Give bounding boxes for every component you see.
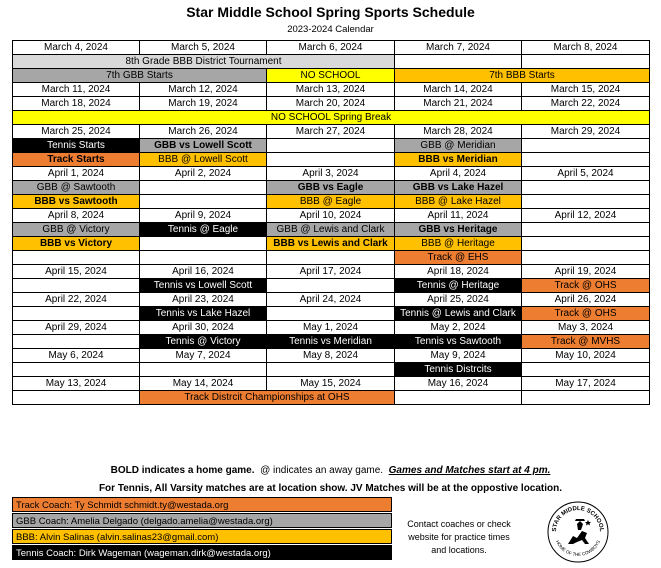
event-cell: BBB vs Sawtooth: [13, 195, 140, 209]
event-cell: GBB vs Lowell Scott: [140, 139, 267, 153]
date-cell: April 9, 2024: [140, 209, 267, 223]
empty-cell: [395, 55, 522, 69]
logo-bottom-text: HOME OF THE COWBOYS: [554, 539, 602, 558]
schedule-row: [13, 41, 650, 55]
schedule-row: [13, 307, 650, 321]
date-cell: April 8, 2024: [13, 209, 140, 223]
empty-cell: [13, 251, 140, 265]
schedule-row: [13, 167, 650, 181]
page-subtitle: 2023-2024 Calendar: [287, 24, 374, 35]
event-cell: GBB @ Victory: [13, 223, 140, 237]
date-cell: May 10, 2024: [522, 349, 650, 363]
event-cell: GBB vs Heritage: [395, 223, 522, 237]
date-cell: May 13, 2024: [13, 377, 140, 391]
empty-cell: [267, 363, 395, 377]
event-cell: BBB @ Lowell Scott: [140, 153, 267, 167]
event-cell: GBB vs Eagle: [267, 181, 395, 195]
date-cell: March 13, 2024: [267, 83, 395, 97]
event-cell: Tennis @ Victory: [140, 335, 267, 349]
event-cell: GBB @ Sawtooth: [13, 181, 140, 195]
schedule-row: [13, 125, 650, 139]
empty-cell: [140, 251, 267, 265]
date-cell: April 24, 2024: [267, 293, 395, 307]
date-cell: May 14, 2024: [140, 377, 267, 391]
schedule-body: [13, 41, 650, 405]
empty-cell: [522, 363, 650, 377]
event-cell: Track Starts: [13, 153, 140, 167]
date-cell: April 3, 2024: [267, 167, 395, 181]
empty-cell: [267, 139, 395, 153]
schedule-row: [13, 69, 650, 83]
event-cell: 7th BBB Starts: [395, 69, 650, 83]
event-cell: 8th Grade BBB District Tournament: [13, 55, 395, 69]
date-cell: April 12, 2024: [522, 209, 650, 223]
event-cell: NO SCHOOL: [267, 69, 395, 83]
empty-cell: [395, 391, 522, 405]
empty-cell: [522, 237, 650, 251]
date-cell: March 26, 2024: [140, 125, 267, 139]
event-cell: BBB @ Eagle: [267, 195, 395, 209]
page-title: Star Middle School Spring Sports Schedule: [186, 4, 475, 20]
empty-cell: [522, 391, 650, 405]
date-cell: March 28, 2024: [395, 125, 522, 139]
event-cell: Tennis vs Lake Hazel: [140, 307, 267, 321]
empty-cell: [13, 307, 140, 321]
event-cell: Tennis @ Heritage: [395, 279, 522, 293]
schedule-row: [13, 321, 650, 335]
event-cell: BBB vs Victory: [13, 237, 140, 251]
date-cell: April 10, 2024: [267, 209, 395, 223]
school-logo: [546, 500, 610, 564]
date-cell: March 29, 2024: [522, 125, 650, 139]
event-cell: Tennis vs Meridian: [267, 335, 395, 349]
date-cell: May 1, 2024: [267, 321, 395, 335]
event-cell: BBB @ Lake Hazel: [395, 195, 522, 209]
schedule-row: [13, 223, 650, 237]
contact-note: [395, 518, 523, 557]
legend-note: [0, 465, 661, 476]
date-cell: March 25, 2024: [13, 125, 140, 139]
date-cell: March 12, 2024: [140, 83, 267, 97]
empty-cell: [13, 391, 140, 405]
bbb-coach-row: BBB: Alvin Salinas (alvin.salinas23@gmail.com): [12, 529, 392, 544]
bold-home-note: BOLD indicates a home game.: [110, 465, 255, 476]
tennis-coach-row: Tennis Coach: Dirk Wageman (wageman.dirk@westada.org): [12, 545, 392, 560]
date-cell: March 7, 2024: [395, 41, 522, 55]
empty-cell: [140, 195, 267, 209]
date-cell: May 15, 2024: [267, 377, 395, 391]
empty-cell: [522, 251, 650, 265]
event-cell: Track @ OHS: [522, 307, 650, 321]
empty-cell: [522, 181, 650, 195]
date-cell: April 22, 2024: [13, 293, 140, 307]
schedule-table: [12, 40, 650, 405]
event-cell: GBB @ Meridian: [395, 139, 522, 153]
date-cell: March 22, 2024: [522, 97, 650, 111]
event-cell: Track @ EHS: [395, 251, 522, 265]
date-cell: March 20, 2024: [267, 97, 395, 111]
date-cell: March 8, 2024: [522, 41, 650, 55]
event-cell: Tennis vs Sawtooth: [395, 335, 522, 349]
empty-cell: [267, 307, 395, 321]
empty-cell: [522, 55, 650, 69]
schedule-row: [13, 97, 650, 111]
date-cell: April 2, 2024: [140, 167, 267, 181]
date-cell: April 23, 2024: [140, 293, 267, 307]
gbb-coach-row: GBB Coach: Amelia Delgado (delgado.amelia@westada.org): [12, 513, 392, 528]
date-cell: April 17, 2024: [267, 265, 395, 279]
empty-cell: [522, 195, 650, 209]
date-cell: May 16, 2024: [395, 377, 522, 391]
event-cell: Tennis @ Lewis and Clark: [395, 307, 522, 321]
contact-line-1: Contact coaches or check: [407, 519, 511, 529]
date-cell: May 17, 2024: [522, 377, 650, 391]
schedule-row: [13, 349, 650, 363]
contact-line-3: and locations.: [431, 545, 487, 555]
empty-cell: [140, 363, 267, 377]
schedule-row: [13, 293, 650, 307]
event-cell: 7th GBB Starts: [13, 69, 267, 83]
date-cell: May 2, 2024: [395, 321, 522, 335]
event-cell: Tennis vs Lowell Scott: [140, 279, 267, 293]
contact-line-2: website for practice times: [408, 532, 510, 542]
schedule-row: [13, 139, 650, 153]
date-cell: May 3, 2024: [522, 321, 650, 335]
date-cell: April 29, 2024: [13, 321, 140, 335]
date-cell: March 4, 2024: [13, 41, 140, 55]
event-cell: Track @ MVHS: [522, 335, 650, 349]
empty-cell: [140, 237, 267, 251]
empty-cell: [140, 181, 267, 195]
date-cell: April 11, 2024: [395, 209, 522, 223]
empty-cell: [267, 153, 395, 167]
schedule-row: [13, 195, 650, 209]
start-time-note: Games and Matches start at 4 pm.: [388, 465, 551, 476]
event-cell: Tennis Distrcits: [395, 363, 522, 377]
tennis-note: For Tennis, All Varsity matches are at location show. JV Matches will be at the oppostive location.: [98, 483, 563, 494]
track-coach-row: Track Coach: Ty Schmidt schmidt.ty@westada.org: [12, 497, 392, 512]
event-cell: Tennis Starts: [13, 139, 140, 153]
empty-cell: [13, 363, 140, 377]
schedule-row: [13, 111, 650, 125]
date-cell: March 18, 2024: [13, 97, 140, 111]
schedule-row: [13, 279, 650, 293]
event-cell: BBB @ Heritage: [395, 237, 522, 251]
date-cell: April 19, 2024: [522, 265, 650, 279]
event-cell: Tennis @ Eagle: [140, 223, 267, 237]
schedule-row: [13, 237, 650, 251]
schedule-row: [13, 363, 650, 377]
schedule-row: [13, 391, 650, 405]
logo-top-text: STAR MIDDLE SCHOOL: [551, 505, 605, 532]
schedule-row: [13, 251, 650, 265]
event-cell: GBB vs Lake Hazel: [395, 181, 522, 195]
event-cell: NO SCHOOL Spring Break: [13, 111, 650, 125]
schedule-row: [13, 55, 650, 69]
date-cell: March 15, 2024: [522, 83, 650, 97]
date-cell: April 4, 2024: [395, 167, 522, 181]
date-cell: March 21, 2024: [395, 97, 522, 111]
schedule-row: [13, 265, 650, 279]
schedule-row: [13, 209, 650, 223]
event-cell: GBB @ Lewis and Clark: [267, 223, 395, 237]
date-cell: March 14, 2024: [395, 83, 522, 97]
date-cell: March 27, 2024: [267, 125, 395, 139]
away-note: @ indicates an away game.: [260, 465, 384, 476]
schedule-row: [13, 83, 650, 97]
date-cell: March 11, 2024: [13, 83, 140, 97]
date-cell: May 6, 2024: [13, 349, 140, 363]
schedule-row: [13, 335, 650, 349]
date-cell: April 26, 2024: [522, 293, 650, 307]
date-cell: May 9, 2024: [395, 349, 522, 363]
date-cell: March 6, 2024: [267, 41, 395, 55]
date-cell: March 5, 2024: [140, 41, 267, 55]
schedule-row: [13, 377, 650, 391]
date-cell: April 1, 2024: [13, 167, 140, 181]
schedule-row: [13, 153, 650, 167]
date-cell: April 30, 2024: [140, 321, 267, 335]
date-cell: March 19, 2024: [140, 97, 267, 111]
event-cell: BBB vs Lewis and Clark: [267, 237, 395, 251]
empty-cell: [267, 251, 395, 265]
empty-cell: [13, 279, 140, 293]
empty-cell: [522, 139, 650, 153]
date-cell: April 16, 2024: [140, 265, 267, 279]
date-cell: April 5, 2024: [522, 167, 650, 181]
schedule-row: [13, 181, 650, 195]
date-cell: April 15, 2024: [13, 265, 140, 279]
event-cell: BBB vs Meridian: [395, 153, 522, 167]
empty-cell: [267, 279, 395, 293]
date-cell: May 8, 2024: [267, 349, 395, 363]
date-cell: April 25, 2024: [395, 293, 522, 307]
empty-cell: [13, 335, 140, 349]
event-cell: Track Distrcit Championships at OHS: [140, 391, 395, 405]
empty-cell: [522, 223, 650, 237]
event-cell: Track @ OHS: [522, 279, 650, 293]
date-cell: April 18, 2024: [395, 265, 522, 279]
empty-cell: [522, 153, 650, 167]
date-cell: May 7, 2024: [140, 349, 267, 363]
